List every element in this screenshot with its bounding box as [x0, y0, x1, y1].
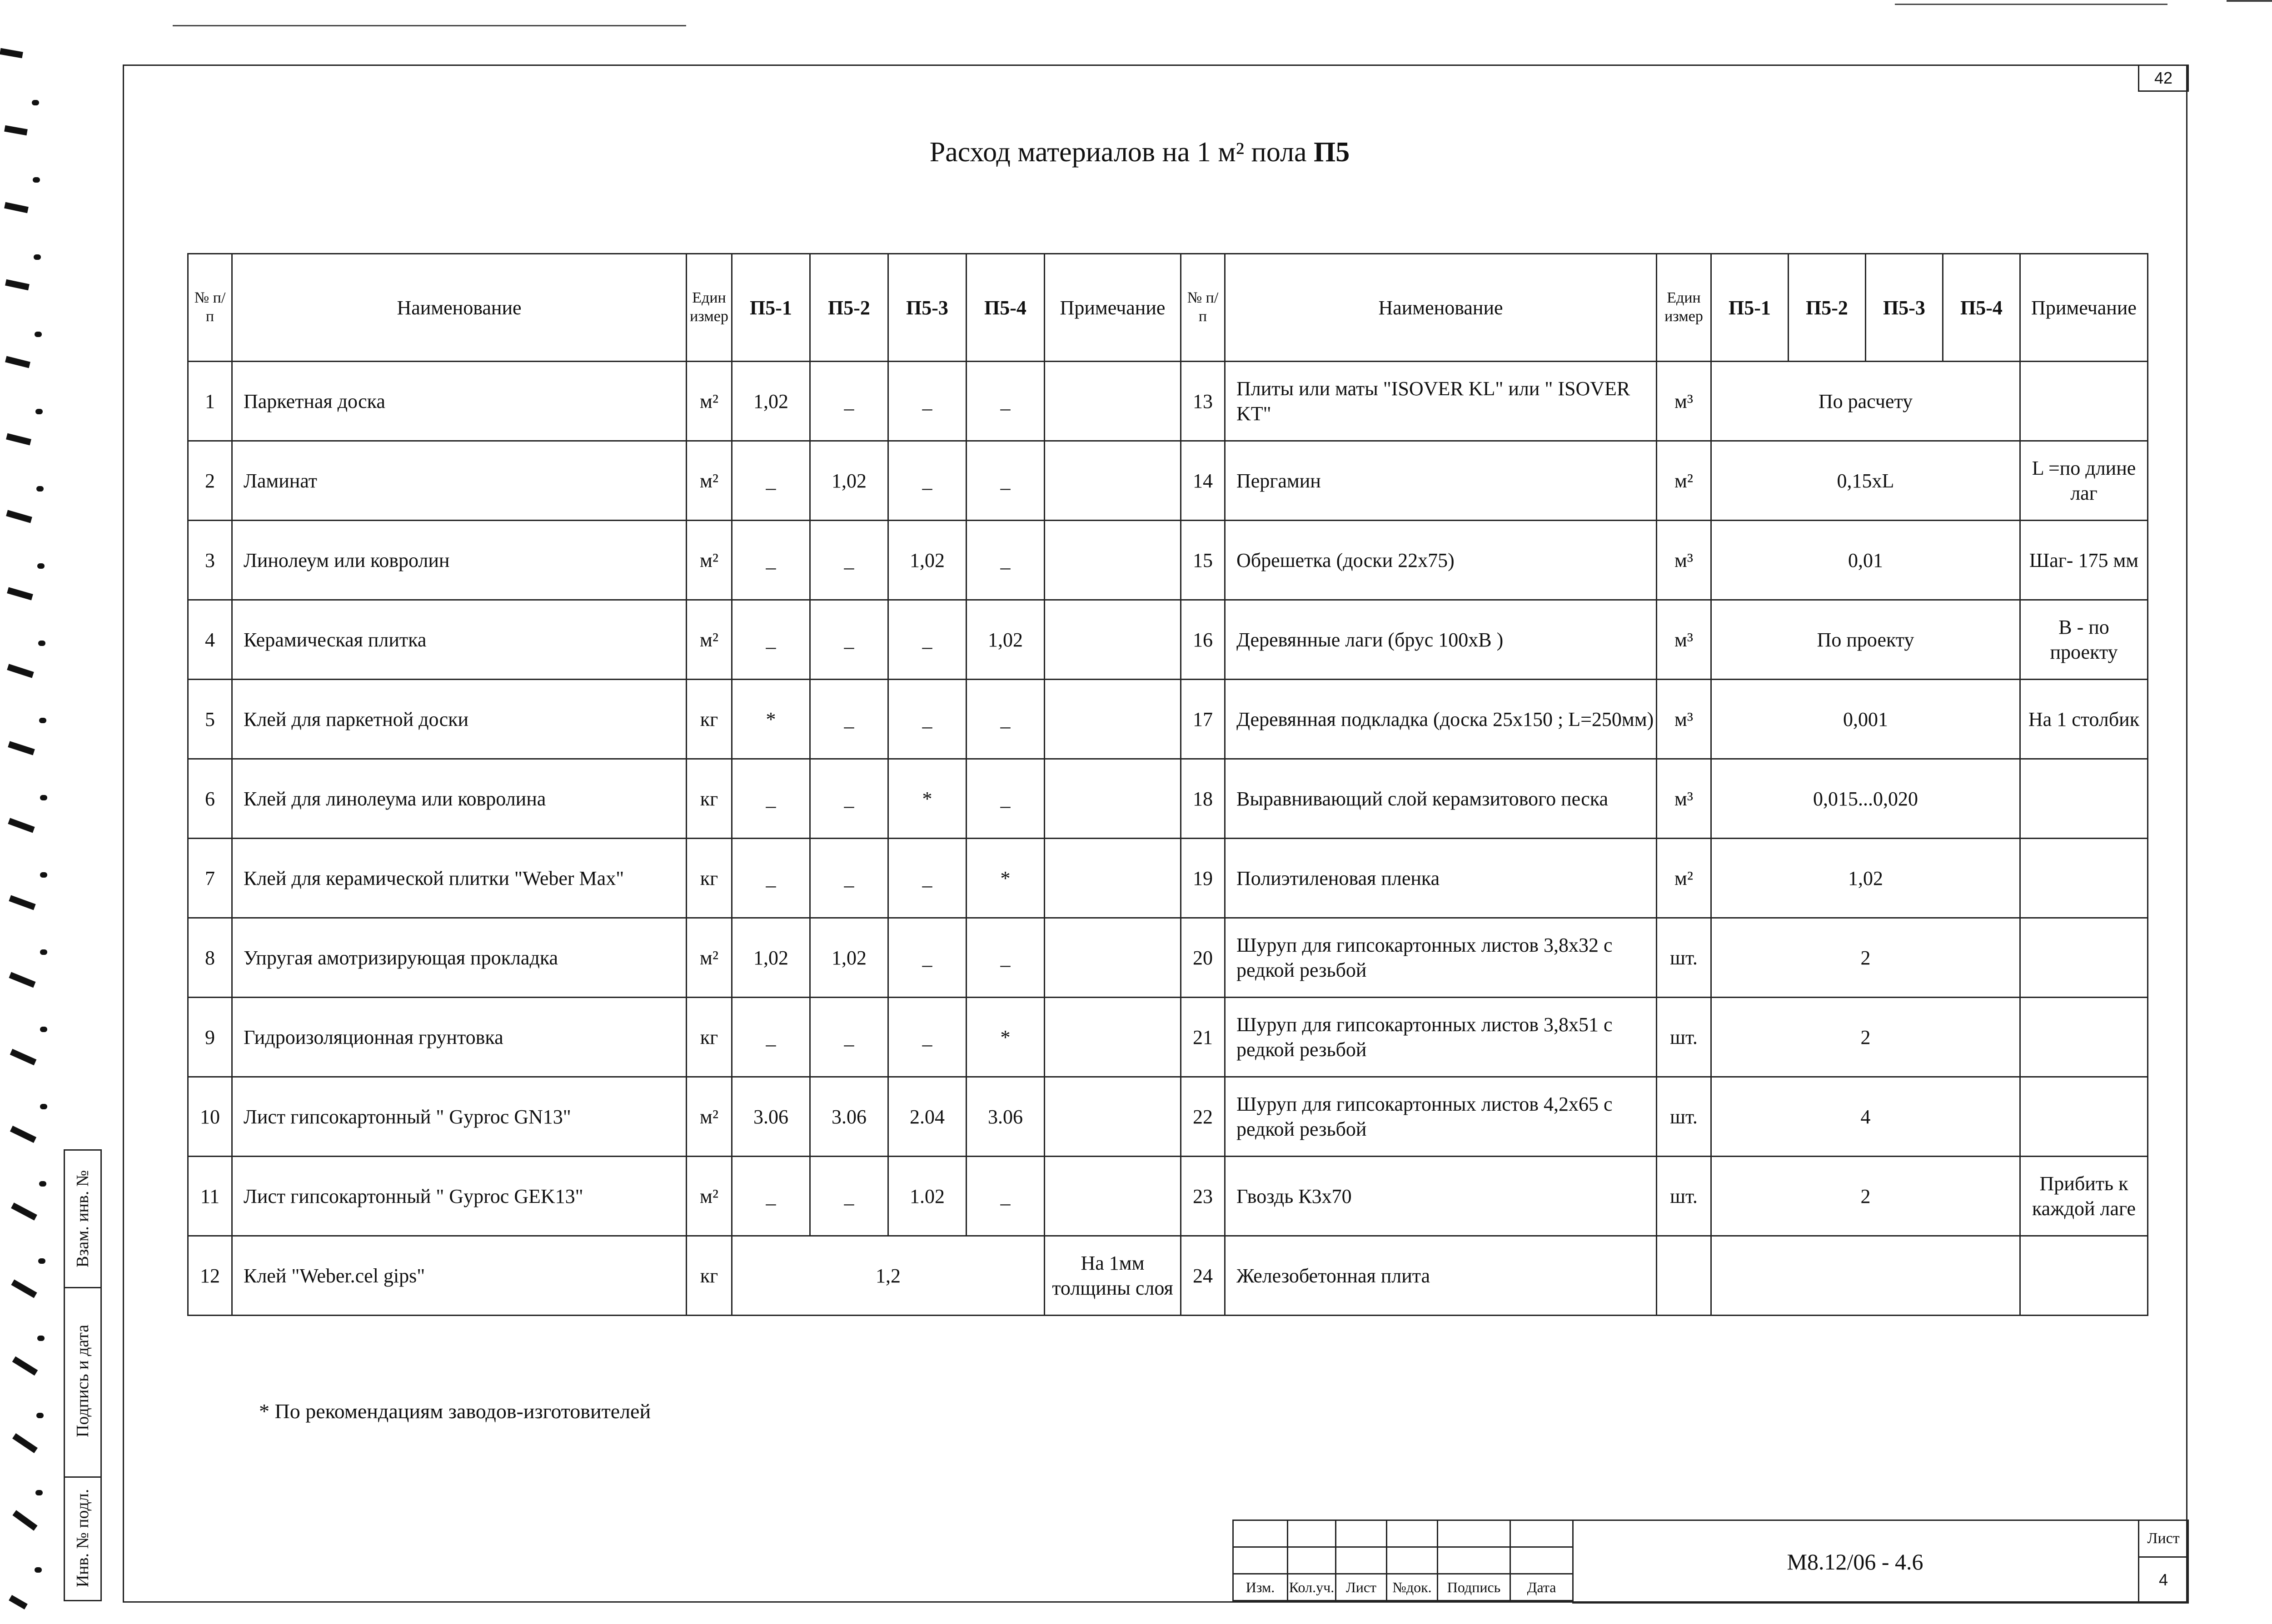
note-cell — [1045, 1077, 1181, 1157]
side-stamp-podpis-label: Подпись и дата — [73, 1324, 92, 1438]
material-name: Клей для керамической плитки "Weber Max" — [232, 839, 687, 918]
note-cell: L =по длине лаг — [2020, 441, 2148, 521]
unit-cell: м² — [687, 918, 732, 998]
value-merged: 2 — [1711, 918, 2020, 998]
table-row — [188, 1236, 2148, 1316]
value-p5-2: _ — [810, 998, 888, 1077]
material-name: Упругая амотризирующая прокладка — [232, 918, 687, 998]
note-cell — [1045, 521, 1181, 600]
unit-cell: м³ — [1657, 521, 1711, 600]
value-merged: 0,001 — [1711, 680, 2020, 759]
side-stamp-podpis — [64, 1286, 102, 1478]
value-p5-2: _ — [810, 1157, 888, 1236]
material-name: Шуруп для гипсокартонных листов 4,2x65 с редкой резьбой — [1225, 1077, 1657, 1157]
note-cell — [1045, 839, 1181, 918]
table-row — [188, 1157, 2148, 1236]
row-number: 19 — [1181, 839, 1225, 918]
sheet-box — [2138, 1520, 2189, 1604]
material-name: Клей для паркетной доски — [232, 680, 687, 759]
materials-table — [187, 253, 2148, 1316]
value-p5-4: _ — [967, 680, 1045, 759]
value-merged: 1,02 — [1711, 839, 2020, 918]
scan-line-top-right-2 — [2227, 0, 2272, 2]
unit-cell: кг — [687, 998, 732, 1077]
material-name: Шуруп для гипсокартонных листов 3,8x51 с редкой резьбой — [1225, 998, 1657, 1077]
note-cell: На 1 столбик — [2020, 680, 2148, 759]
stamp-list: Лист — [1336, 1574, 1387, 1601]
header-unit: Един измер — [687, 254, 732, 362]
row-number: 9 — [188, 998, 232, 1077]
value-p5-2: _ — [810, 521, 888, 600]
scan-line-top-right — [1895, 4, 2167, 5]
table-row — [188, 362, 2148, 441]
unit-cell: кг — [687, 1236, 732, 1316]
row-number: 7 — [188, 839, 232, 918]
note-cell — [1045, 600, 1181, 680]
value-p5-1: _ — [732, 998, 810, 1077]
scan-line-top-left — [173, 25, 686, 26]
material-name: Шуруп для гипсокартонных листов 3,8x32 с редкой резьбой — [1225, 918, 1657, 998]
table-row — [188, 998, 2148, 1077]
stamp-kol: Кол.уч. — [1288, 1574, 1336, 1601]
unit-cell: шт. — [1657, 1157, 1711, 1236]
material-name: Лист гипсокартонный " Gyproc GN13" — [232, 1077, 687, 1157]
unit-cell: кг — [687, 839, 732, 918]
unit-cell: м² — [687, 600, 732, 680]
row-number: 4 — [188, 600, 232, 680]
header-p4-right: П5-4 — [1943, 254, 2020, 362]
value-p5-4: 1,02 — [967, 600, 1045, 680]
row-number: 12 — [188, 1236, 232, 1316]
value-p5-3: * — [888, 759, 967, 839]
value-p5-1: _ — [732, 1157, 810, 1236]
note-cell: На 1мм толщины слоя — [1045, 1236, 1181, 1316]
title-text: Расход материалов на 1 м² пола — [929, 137, 1314, 168]
row-number: 23 — [1181, 1157, 1225, 1236]
row-number: 11 — [188, 1157, 232, 1236]
material-name: Обрешетка (доски 22x75) — [1225, 521, 1657, 600]
value-merged: 2 — [1711, 998, 2020, 1077]
header-name: Наименование — [232, 254, 687, 362]
row-number: 24 — [1181, 1236, 1225, 1316]
unit-cell: м³ — [1657, 600, 1711, 680]
value-p5-3: _ — [888, 600, 967, 680]
note-cell — [1045, 441, 1181, 521]
sheet-number-top: 42 — [2138, 65, 2189, 92]
material-name: Гвоздь К3x70 — [1225, 1157, 1657, 1236]
unit-cell — [1657, 1236, 1711, 1316]
unit-cell: шт. — [1657, 1077, 1711, 1157]
row-number: 20 — [1181, 918, 1225, 998]
row-number: 3 — [188, 521, 232, 600]
value-p5-4: _ — [967, 441, 1045, 521]
table-row — [188, 1077, 2148, 1157]
table-row — [188, 680, 2148, 759]
row-number: 21 — [1181, 998, 1225, 1077]
value-p5-3: _ — [888, 362, 967, 441]
unit-cell: м² — [1657, 441, 1711, 521]
value-p5-3: 1.02 — [888, 1157, 967, 1236]
unit-cell: м³ — [1657, 362, 1711, 441]
row-number: 6 — [188, 759, 232, 839]
note-cell — [2020, 759, 2148, 839]
value-p5-2: 1,02 — [810, 918, 888, 998]
note-cell — [1045, 1157, 1181, 1236]
side-stamp-inv — [64, 1476, 102, 1601]
note-cell — [2020, 918, 2148, 998]
value-p5-1: 1,02 — [732, 362, 810, 441]
value-p5-1: 3.06 — [732, 1077, 810, 1157]
stamp-ndok: №док. — [1387, 1574, 1438, 1601]
material-name: Пергамин — [1225, 441, 1657, 521]
value-p5-4: _ — [967, 759, 1045, 839]
sheet-number: 4 — [2158, 1570, 2168, 1589]
material-name: Деревянные лаги (брус 100xB ) — [1225, 600, 1657, 680]
value-p5-1: _ — [732, 839, 810, 918]
value-p5-4: * — [967, 839, 1045, 918]
title-bold: П5 — [1314, 137, 1350, 168]
note-cell — [2020, 998, 2148, 1077]
value-merged: 4 — [1711, 1077, 2020, 1157]
material-name: Ламинат — [232, 441, 687, 521]
note-cell — [2020, 839, 2148, 918]
header-unit-right: Един измер — [1657, 254, 1711, 362]
value-p5-2: _ — [810, 759, 888, 839]
unit-cell: м² — [1657, 839, 1711, 918]
value-p5-2: _ — [810, 680, 888, 759]
header-note: Примечание — [1045, 254, 1181, 362]
sheet-label: Лист — [2139, 1521, 2187, 1558]
value-p5-3: _ — [888, 839, 967, 918]
value-p5-1: _ — [732, 759, 810, 839]
unit-cell: шт. — [1657, 998, 1711, 1077]
unit-cell: м² — [687, 521, 732, 600]
table-row — [188, 600, 2148, 680]
value-p5-4: _ — [967, 362, 1045, 441]
material-name: Клей "Weber.cel gips" — [232, 1236, 687, 1316]
note-cell — [1045, 759, 1181, 839]
binding-marks — [0, 45, 55, 1613]
row-number: 13 — [1181, 362, 1225, 441]
table-row — [188, 839, 2148, 918]
table-row — [188, 759, 2148, 839]
note-cell — [2020, 1236, 2148, 1316]
material-name: Лист гипсокартонный " Gyproc GEK13" — [232, 1157, 687, 1236]
document-number: М8.12/06 - 4.6 — [1572, 1520, 2139, 1604]
value-p5-1: _ — [732, 521, 810, 600]
material-name: Полиэтиленовая пленка — [1225, 839, 1657, 918]
side-stamp-vzam-label: Взам. инв. № — [73, 1170, 92, 1268]
unit-cell: м³ — [1657, 680, 1711, 759]
value-merged: 0,015...0,020 — [1711, 759, 2020, 839]
material-name: Выравнивающий слой керамзитового песка — [1225, 759, 1657, 839]
header-name-right: Наименование — [1225, 254, 1657, 362]
value-p5-4: 3.06 — [967, 1077, 1045, 1157]
material-name: Железобетонная плита — [1225, 1236, 1657, 1316]
value-merged: 1,2 — [732, 1236, 1045, 1316]
row-number: 18 — [1181, 759, 1225, 839]
note-cell — [1045, 918, 1181, 998]
value-p5-2: 1,02 — [810, 441, 888, 521]
header-p1: П5-1 — [732, 254, 810, 362]
note-cell: B - по проекту — [2020, 600, 2148, 680]
value-p5-4: * — [967, 998, 1045, 1077]
value-p5-1: 1,02 — [732, 918, 810, 998]
material-name: Паркетная доска — [232, 362, 687, 441]
note-cell — [1045, 680, 1181, 759]
material-name: Деревянная подкладка (доска 25x150 ; L=250мм) — [1225, 680, 1657, 759]
row-number: 2 — [188, 441, 232, 521]
value-p5-3: 2.04 — [888, 1077, 967, 1157]
side-stamp-inv-label: Инв. № подл. — [73, 1489, 92, 1588]
value-p5-3: _ — [888, 918, 967, 998]
unit-cell: м³ — [1657, 759, 1711, 839]
note-cell — [2020, 362, 2148, 441]
table-row — [188, 441, 2148, 521]
value-p5-4: _ — [967, 1157, 1045, 1236]
value-p5-4: _ — [967, 521, 1045, 600]
value-p5-1: _ — [732, 600, 810, 680]
unit-cell: м² — [687, 441, 732, 521]
row-number: 17 — [1181, 680, 1225, 759]
row-number: 1 — [188, 362, 232, 441]
value-merged: 0,01 — [1711, 521, 2020, 600]
value-p5-2: _ — [810, 362, 888, 441]
row-number: 15 — [1181, 521, 1225, 600]
table-header-row — [188, 254, 2148, 362]
header-num: № п/п — [188, 254, 232, 362]
header-p4: П5-4 — [967, 254, 1045, 362]
row-number: 10 — [188, 1077, 232, 1157]
table-row — [188, 521, 2148, 600]
value-merged: По проекту — [1711, 600, 2020, 680]
header-p3-right: П5-3 — [1866, 254, 1943, 362]
value-p5-3: _ — [888, 998, 967, 1077]
table-row — [188, 918, 2148, 998]
material-name: Линолеум или ковролин — [232, 521, 687, 600]
unit-cell: шт. — [1657, 918, 1711, 998]
row-number: 5 — [188, 680, 232, 759]
unit-cell: м² — [687, 1157, 732, 1236]
footnote: * По рекомендациям заводов-изготовителей — [259, 1400, 651, 1423]
row-number: 14 — [1181, 441, 1225, 521]
value-p5-2: _ — [810, 839, 888, 918]
row-number: 16 — [1181, 600, 1225, 680]
value-merged — [1711, 1236, 2020, 1316]
row-number: 8 — [188, 918, 232, 998]
note-cell — [1045, 362, 1181, 441]
value-merged: 0,15xL — [1711, 441, 2020, 521]
value-p5-2: _ — [810, 600, 888, 680]
header-p3: П5-3 — [888, 254, 967, 362]
value-p5-3: _ — [888, 441, 967, 521]
header-num-right: № п/п — [1181, 254, 1225, 362]
title-block-grid — [1232, 1520, 1574, 1601]
page-title — [0, 136, 2272, 169]
unit-cell: м² — [687, 1077, 732, 1157]
value-p5-2: 3.06 — [810, 1077, 888, 1157]
unit-cell: кг — [687, 680, 732, 759]
value-p5-3: 1,02 — [888, 521, 967, 600]
header-note-right: Примечание — [2020, 254, 2148, 362]
note-cell: Шаг- 175 мм — [2020, 521, 2148, 600]
stamp-podpis: Подпись — [1438, 1574, 1510, 1601]
material-name: Плиты или маты "ISOVER KL" или " ISOVER KT" — [1225, 362, 1657, 441]
value-p5-1: _ — [732, 441, 810, 521]
value-p5-3: _ — [888, 680, 967, 759]
header-p2-right: П5-2 — [1789, 254, 1866, 362]
header-p1-right: П5-1 — [1711, 254, 1789, 362]
row-number: 22 — [1181, 1077, 1225, 1157]
material-name: Керамическая плитка — [232, 600, 687, 680]
value-merged: 2 — [1711, 1157, 2020, 1236]
unit-cell: кг — [687, 759, 732, 839]
note-cell — [1045, 998, 1181, 1077]
note-cell — [2020, 1077, 2148, 1157]
note-cell: Прибить к каждой лаге — [2020, 1157, 2148, 1236]
value-merged: По расчету — [1711, 362, 2020, 441]
material-name: Гидроизоляционная грунтовка — [232, 998, 687, 1077]
stamp-data: Дата — [1510, 1574, 1573, 1601]
stamp-izm: Изм. — [1233, 1574, 1288, 1601]
side-stamp-vzam — [64, 1149, 102, 1288]
header-p2: П5-2 — [810, 254, 888, 362]
material-name: Клей для линолеума или ковролина — [232, 759, 687, 839]
value-p5-4: _ — [967, 918, 1045, 998]
unit-cell: м² — [687, 362, 732, 441]
value-p5-1: * — [732, 680, 810, 759]
